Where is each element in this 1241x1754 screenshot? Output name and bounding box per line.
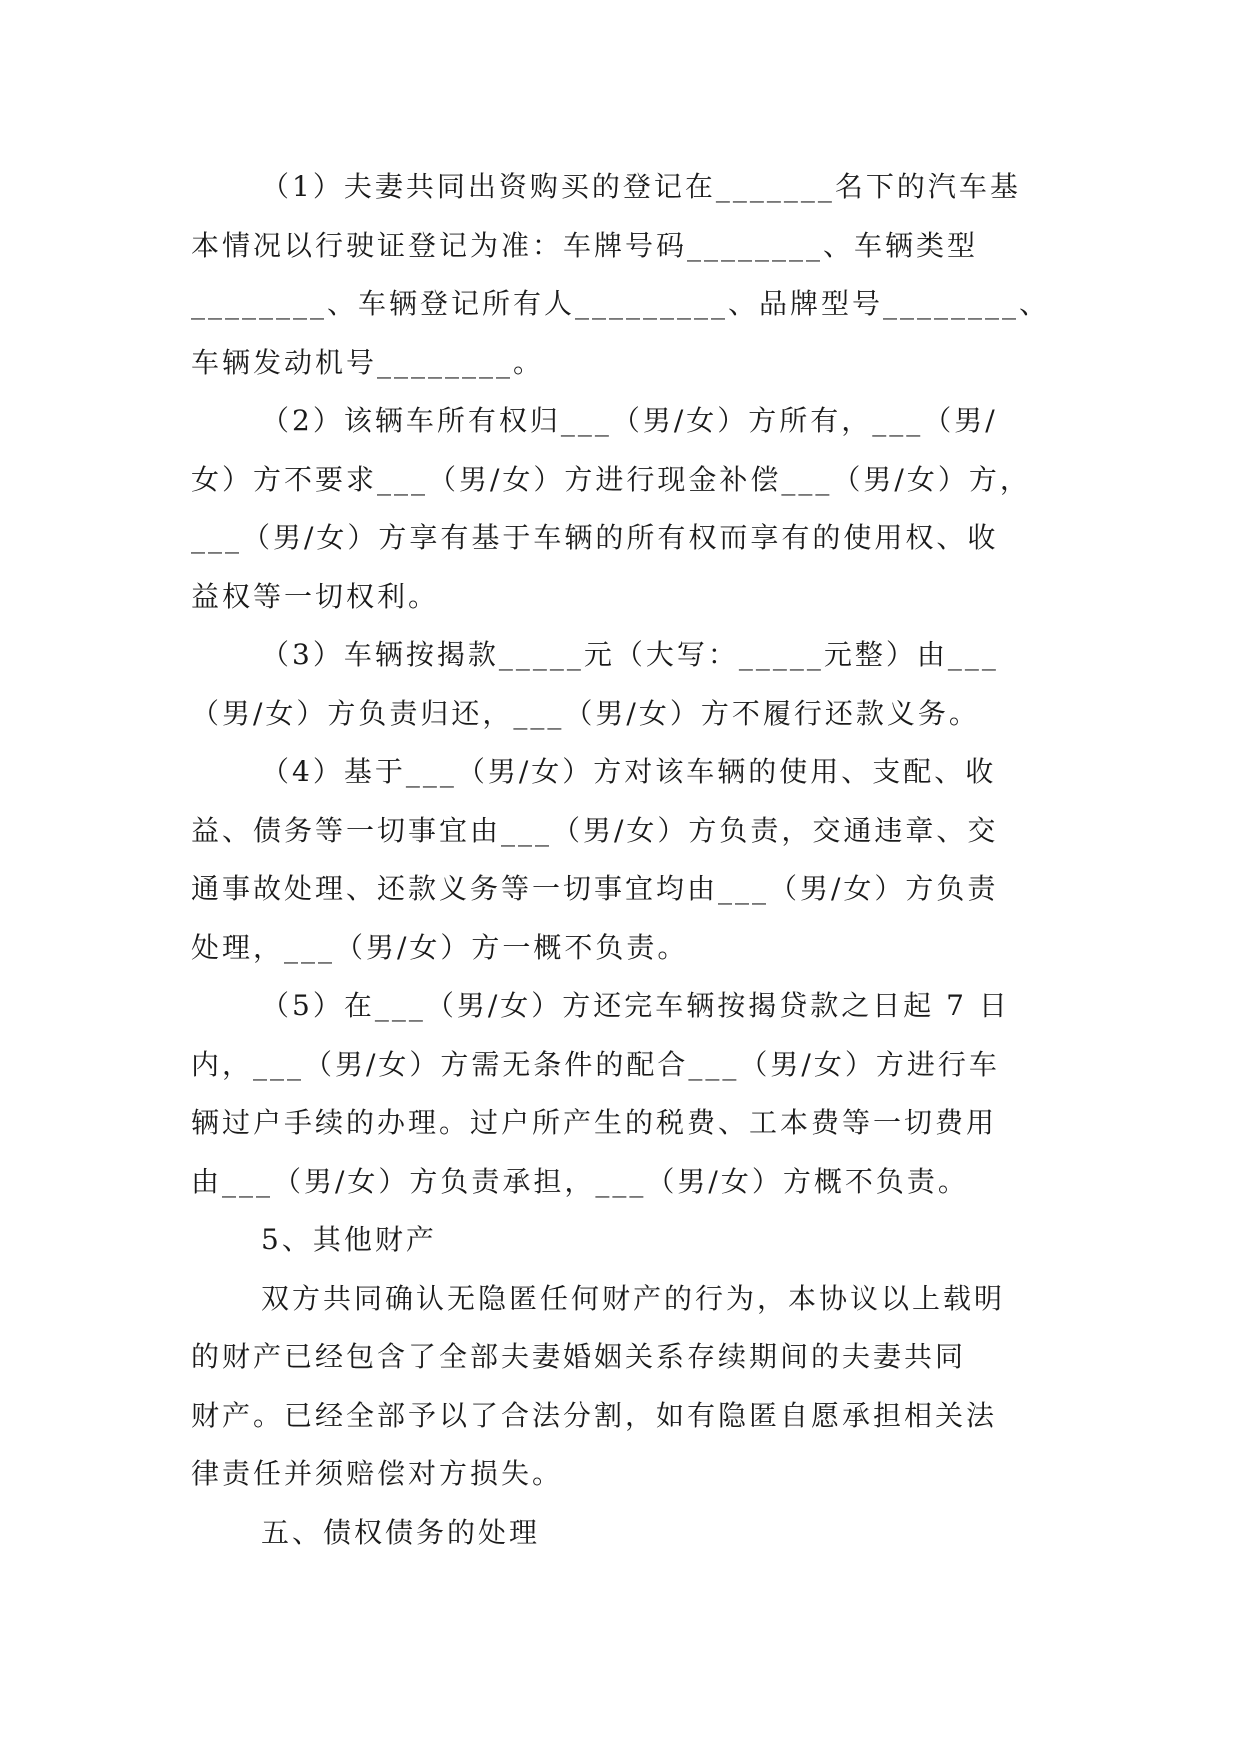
paragraph-vehicle-5-line: 内，___（男/女）方需无条件的配合___（男/女）方进行车 [191, 1047, 1000, 1081]
paragraph-vehicle-5-line: 由___（男/女）方负责承担，___（男/女）方概不负责。 [191, 1164, 969, 1198]
paragraph-other-property-line: 财产。已经全部予以了合法分割，如有隐匿自愿承担相关法 [191, 1398, 998, 1432]
paragraph-vehicle-5-line: 辆过户手续的办理。过户所产生的税费、工本费等一切费用 [191, 1106, 998, 1139]
paragraph-other-property-line: 双方共同确认无隐匿任何财产的行为，本协议以上载明 [261, 1281, 1006, 1315]
paragraph-vehicle-5-line: （5）在___（男/女）方还完车辆按揭贷款之日起 7 日 [261, 989, 1010, 1022]
paragraph-other-property-line: 律责任并须赔偿对方损失。 [191, 1457, 564, 1490]
paragraph-vehicle-4-line: 处理，___（男/女）方一概不负责。 [191, 930, 689, 964]
paragraph-vehicle-2-line: 益权等一切权利。 [191, 579, 440, 613]
paragraph-vehicle-3-line: （3）车辆按揭款_____元（大写：_____元整）由___ [261, 638, 999, 671]
document-body [191, 158, 1051, 1562]
paragraph-vehicle-1-line: 本情况以行驶证登记为准：车牌号码________、车辆类型 [191, 228, 979, 262]
paragraph-vehicle-4-line: 通事故处理、还款义务等一切事宜均由___（男/女）方负责 [191, 872, 999, 905]
paragraph-vehicle-1-line: （1）夫妻共同出资购买的登记在_______名下的汽车基 [261, 170, 1021, 203]
paragraph-vehicle-2-line: 女）方不要求___（男/女）方进行现金补偿___（男/女）方， [191, 462, 1031, 496]
paragraph-vehicle-2-line: （2）该辆车所有权归___（男/女）方所有，___（男/ [261, 404, 998, 437]
paragraph-vehicle-4-line: 益、债务等一切事宜由___（男/女）方负责，交通违章、交 [191, 813, 999, 847]
section-heading-other-property: 5、其他财产 [261, 1223, 437, 1256]
paragraph-vehicle-2-line: ___（男/女）方享有基于车辆的所有权而享有的使用权、收 [191, 521, 999, 554]
paragraph-other-property-line: 的财产已经包含了全部夫妻婚姻关系存续期间的夫妻共同 [191, 1340, 967, 1373]
section-heading-debts: 五、债权债务的处理 [261, 1515, 541, 1549]
paragraph-vehicle-3-line: （男/女）方负责归还，___（男/女）方不履行还款义务。 [191, 696, 980, 730]
paragraph-vehicle-1-line: 车辆发动机号________。 [191, 345, 545, 379]
paragraph-vehicle-1-line: ________、车辆登记所有人_________、品牌型号________、 [191, 287, 1051, 320]
paragraph-vehicle-4-line: （4）基于___（男/女）方对该车辆的使用、支配、收 [261, 755, 997, 788]
